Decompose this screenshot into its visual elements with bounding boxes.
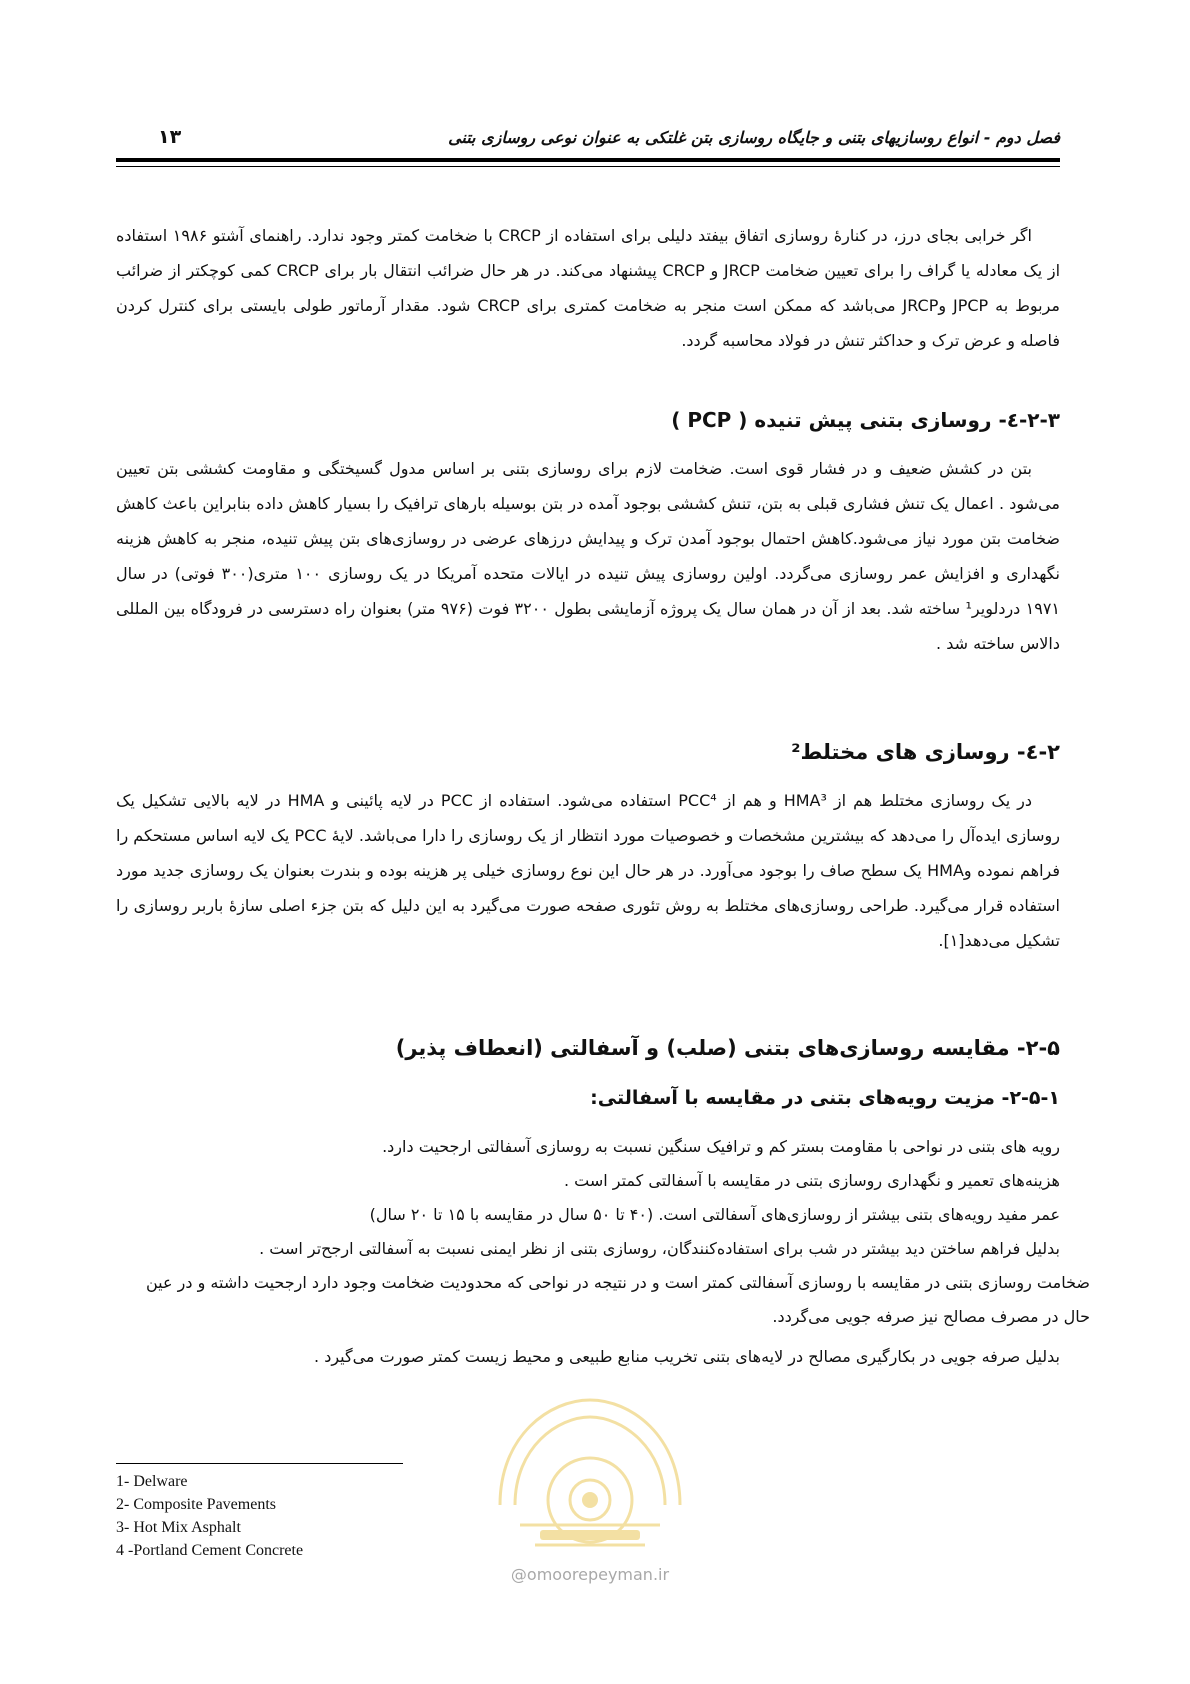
pcp-paragraph <box>116 451 1060 661</box>
paragraph-text: در یک روسازی مختلط هم از HMA³ و هم از PCC⁴ استفاده می‌شود. استفاده از PCC در لایه پائینی و HMA در لایه بالایی تشکیل یک روسازی ایده‌آل را می‌دهد که بیشترین مشخصات و خصوصیات مورد انتظار از یک روسازی را دارا می‌باشد. لایهٔ PCC یک لایه اساس مستحکم را فراهم نموده وHMA یک سطح صاف را بوجود می‌آورد. در هر حال این نوع روسازی خیلی پر هزینه بوده و بندرت بعنوان یک روسازی جدید مورد استفاده قرار می‌گیرد. طراحی روسازی‌های مختلط به روش تئوری صفحه صورت می‌گیرد به این دلیل که بتن جزء اصلی سازهٔ باربر روسازی را تشکیل می‌دهد[۱]. <box>116 791 1061 950</box>
list-item: بدلیل صرفه جویی در بکارگیری مصالح در لایه‌های بتنی تخریب منابع طبیعی و محیط زیست کمتر صورت می‌گیرد . <box>314 1347 1060 1366</box>
footnote: 1- Delware <box>116 1473 188 1490</box>
footnote: 2- Composite Pavements <box>116 1496 276 1513</box>
footnote-separator <box>116 1463 403 1464</box>
section-heading-comparison: ۲-۵- مقایسه روسازی‌های بتنی (صلب) و آسفالتی (انعطاف پذیر) <box>395 1036 1060 1060</box>
running-header <box>116 128 1060 154</box>
list-item: هزینه‌های تعمیر و نگهداری روسازی بتنی در مقایسه با آسفالتی کمتر است . <box>563 1171 1060 1190</box>
crcp-paragraph <box>116 218 1060 358</box>
list-item: رویه های بتنی در نواحی با مقاومت بستر کم و ترافیک سنگین نسبت به روسازی آسفالتی ارجحیت دارد. <box>382 1137 1060 1156</box>
paragraph-text: اگر خرابی بجای درز، در کنارهٔ روسازی اتفاق بیفتد دلیلی برای استفاده از CRCP با ضخامت کمتر وجود ندارد. راهنمای آشتو ۱۹۸۶ استفاده از یک معادله یا گراف را برای تعیین ضخامت JRCP و CRCP پیشنهاد می‌کند. در هر حال ضرائب انتقال بار برای CRCP کمی کوچکتر از ضرائب مربوط به JPCP وJRCP می‌باشد که ممکن است منجر به ضخامت کمتری برای CRCP شود. مقدار آرماتور طولی بایستی برای کنترل کردن فاصله و عرض ترک و حداکثر تنش در فولاد محاسبه گردد. <box>116 226 1061 350</box>
list-item: بدلیل فراهم ساختن دید بیشتر در شب برای استفاده‌کنندگان، روسازی بتنی از نظر ایمنی نسبت به آسفالتی ارجح‌تر است . <box>259 1239 1060 1258</box>
subsection-heading-advantages: ۲-۵-۱- مزیت رویه‌های بتنی در مقایسه با آسفالتی: <box>590 1087 1060 1109</box>
advantages-list <box>146 1130 1090 1374</box>
header-rule-thin <box>116 166 1060 167</box>
list-item: ضخامت روسازی بتنی در مقایسه با روسازی آسفالتی کمتر است و در نتیجه در نواحی که محدودیت ضخامت وجود دارد ارجحیت داشته و در عین حال در مصرف مصالح نیز صرفه جویی می‌گردد. <box>146 1273 1090 1326</box>
composite-paragraph <box>116 783 1060 958</box>
section-heading-composite: ۲-٤- روسازی های مختلط² <box>791 740 1060 764</box>
section-heading-pcp: ۲-۳-٤- روسازی بتنی پیش تنیده ( PCP ) <box>671 408 1060 432</box>
list-item: عمر مفید رویه‌های بتنی بیشتر از روسازی‌های آسفالتی است. (۴۰ تا ۵۰ سال در مقایسه با ۱۵ تا ۲۰ سال) <box>369 1205 1060 1224</box>
footnote: 3- Hot Mix Asphalt <box>116 1519 241 1536</box>
page-number: ۱۳ <box>158 126 182 148</box>
watermark-url: @omoorepeyman.ir <box>510 1565 670 1584</box>
footnotes <box>116 1470 303 1562</box>
watermark-seal-icon <box>480 1385 700 1575</box>
chapter-title: فصل دوم - انواع روسازیهای بتنی و جایگاه روسازی بتن غلتکی به عنوان نوعی روسازی بتنی <box>448 128 1060 147</box>
paragraph-text: بتن در کشش ضعیف و در فشار قوی است. ضخامت لازم برای روسازی بتنی بر اساس مدول گسیختگی و مقاومت کششی بتن تعیین می‌شود . اعمال یک تنش فشاری قبلی به بتن، تنش کششی بوجود آمده در بتن بوسیله بارهای ترافیک را بسیار کاهش داده بنابراین باعث کاهش ضخامت بتن مورد نیاز می‌شود.کاهش احتمال بوجود آمدن ترک و پیدایش درزهای عرضی در روسازی‌های بتن پیش تنیده، منجر به کاهش هزینه نگهداری و افزایش عمر روسازی می‌گردد. اولین روسازی پیش تنیده در ایالات متحده آمریکا در یک روسازی ۱۰۰ متری(۳۰۰ فوتی) در سال ۱۹۷۱ دردلویر¹ ساخته شد. بعد از آن در همان سال یک پروژه آزمایشی بطول ۳۲۰۰ فوت (۹۷۶ متر) بعنوان راه دسترسی در فرودگاه بین المللی دالاس ساخته شد . <box>116 459 1060 653</box>
header-rule-thick <box>116 158 1060 162</box>
footnote: 4 -Portland Cement Concrete <box>116 1542 304 1559</box>
